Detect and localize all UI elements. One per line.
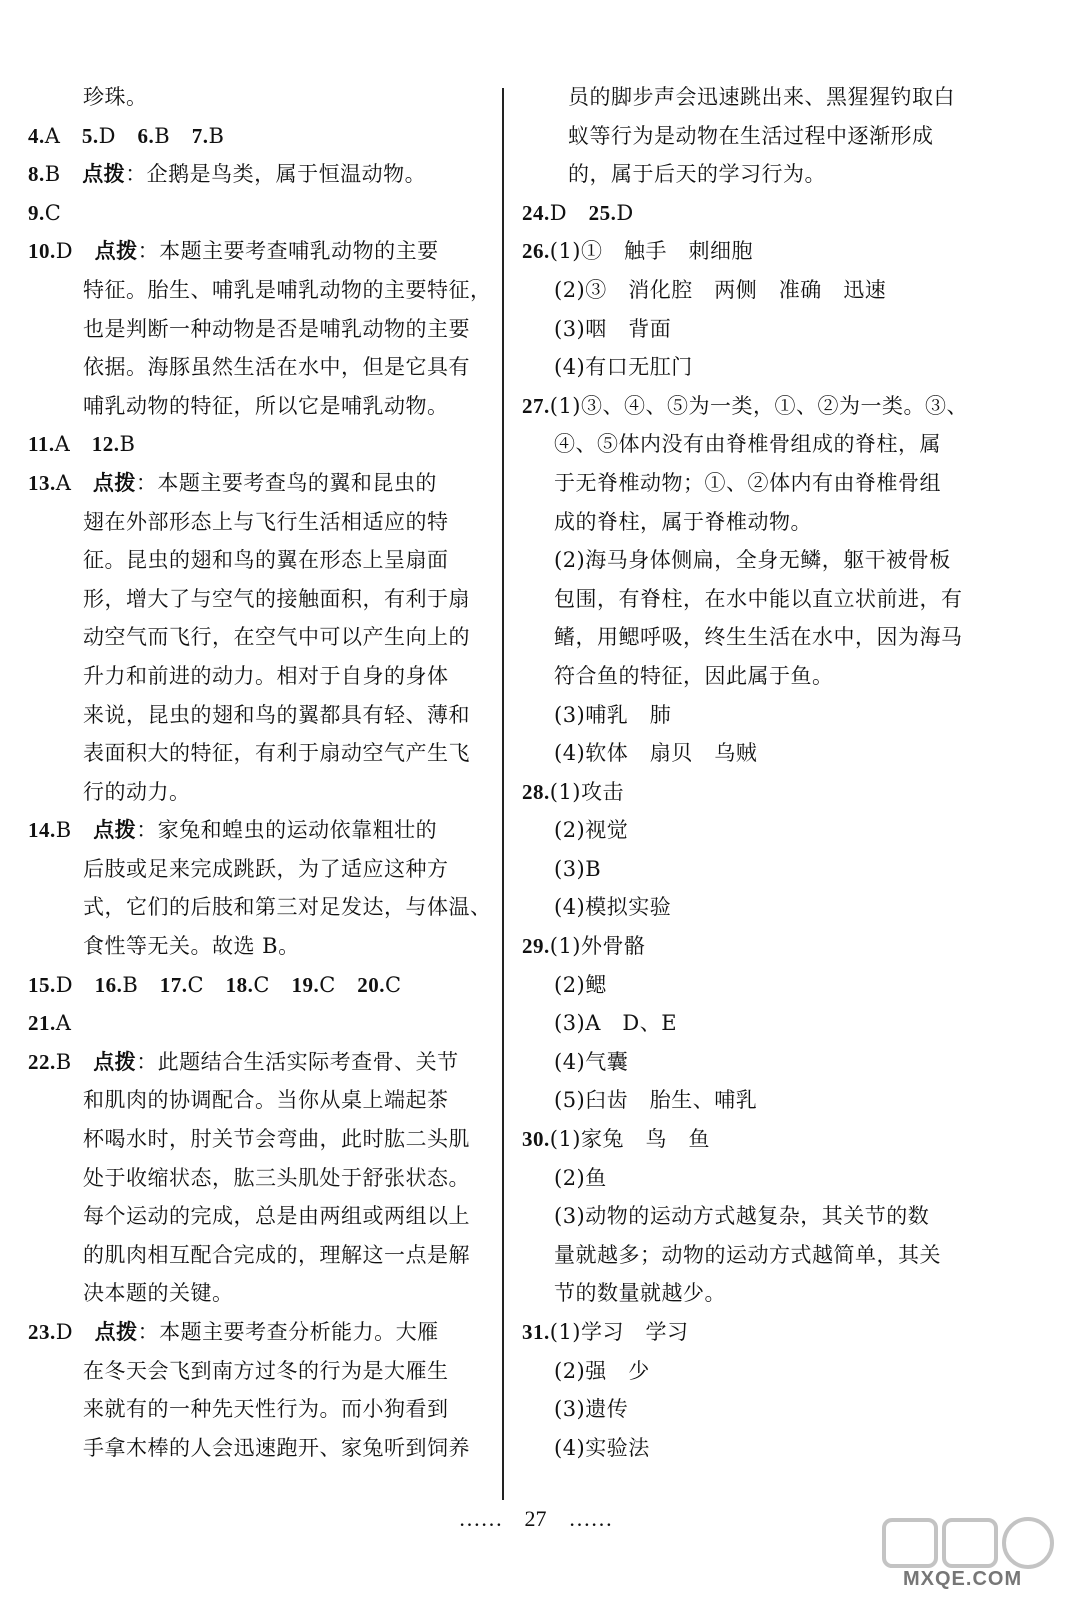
question-number: 25. <box>588 200 617 225</box>
question-number: 10. <box>28 239 56 264</box>
text-line: 的，属于后天的学习行为。 <box>568 162 826 187</box>
text-line: 也是判断一种动物是否是哺乳动物的主要 <box>83 316 470 341</box>
answer-text: A <box>44 123 82 148</box>
question-number: 30. <box>522 1127 550 1152</box>
text-line <box>522 927 1047 966</box>
text-line <box>522 1313 1047 1352</box>
text-line: 量就越多；动物的运动方式越简单，其关 <box>554 1242 941 1267</box>
text-line: (2)鱼 <box>554 1165 607 1190</box>
answer-text: B <box>55 818 94 843</box>
answer-text: B <box>44 162 83 187</box>
text-line <box>28 117 500 156</box>
page-number: …… 27 …… <box>458 1506 613 1531</box>
text-line <box>28 464 500 503</box>
answer-text: B <box>55 1049 94 1074</box>
text-line <box>28 1043 500 1082</box>
hint-label: 点拨 <box>94 1319 138 1344</box>
text-line: 和肌肉的协调配合。当你从桌上端起茶 <box>83 1088 449 1113</box>
answer-text: D <box>55 972 95 997</box>
question-number: 18. <box>225 972 254 997</box>
text-line <box>522 1120 1047 1159</box>
text-line: 征。昆虫的翅和鸟的翼在形态上呈扇面 <box>83 548 449 573</box>
text-line: (4)软体 扇贝 乌贼 <box>554 741 758 766</box>
text-line: 后肢或足来完成跳跃，为了适应这种方 <box>83 856 449 881</box>
answer-text: C <box>44 200 62 225</box>
question-number: 15. <box>28 972 56 997</box>
question-number: 7. <box>191 123 209 148</box>
question-number: 19. <box>291 972 320 997</box>
question-number: 4. <box>28 123 45 148</box>
text-line: (3)动物的运动方式越复杂，其关节的数 <box>554 1204 930 1229</box>
text-line: 升力和前进的动力。相对于自身的身体 <box>83 663 449 688</box>
answer-text: B <box>154 123 192 148</box>
answer-text: D <box>616 200 634 225</box>
text-line: 符合鱼的特征，因此属于鱼。 <box>554 663 834 688</box>
question-number: 5. <box>81 123 99 148</box>
text-line: 动空气而飞行，在空气中可以产生向上的 <box>83 625 470 650</box>
text-line: 翅在外部形态上与飞行生活相适应的特 <box>83 509 449 534</box>
text-line: 节的数量就越少。 <box>554 1281 726 1306</box>
text-line: 在冬天会飞到南方过冬的行为是大雁生 <box>83 1358 449 1383</box>
question-number: 31. <box>522 1320 550 1344</box>
text-line: (4)气囊 <box>554 1049 629 1074</box>
text-line: (3)A D、E <box>554 1011 678 1036</box>
text-line: 员的脚步声会迅速跳出来、黑猩猩钓取白 <box>568 85 955 109</box>
answer-text: (1)③、④、⑤为一类，①、②为一类。③、 <box>549 393 968 418</box>
question-number: 28. <box>522 779 550 804</box>
question-number: 13. <box>28 470 56 495</box>
text-line: (3)遗传 <box>554 1397 629 1422</box>
question-number: 29. <box>522 934 550 959</box>
answer-text: B <box>119 432 136 457</box>
text-line: (2)③ 消化腔 两侧 准确 迅速 <box>554 277 887 302</box>
text-line <box>522 232 1047 271</box>
text-line <box>28 425 500 464</box>
answer-text: (1)攻击 <box>549 779 624 804</box>
text-line: 手拿木棒的人会迅速跑开、家兔听到饲养 <box>83 1435 470 1460</box>
text-line: 哺乳动物的特征，所以它是哺乳动物。 <box>83 393 449 418</box>
answer-text: A <box>55 1011 72 1036</box>
answer-text: ：本题主要考查哺乳动物的主要 <box>137 239 439 264</box>
hint-label: 点拨 <box>93 817 137 843</box>
answer-text: (1)学习 学习 <box>549 1320 689 1344</box>
text-line <box>28 194 500 233</box>
text-line: (3)B <box>554 856 602 881</box>
text-line: 鳍，用鳃呼吸，终生生活在水中，因为海马 <box>554 625 963 650</box>
answer-text: C <box>187 972 226 997</box>
answer-text: (1)① 触手 刺细胞 <box>549 239 753 264</box>
text-line: 决本题的关键。 <box>83 1281 234 1306</box>
text-line: 的肌肉相互配合完成的，理解这一点是解 <box>83 1242 470 1267</box>
text-line <box>28 155 500 194</box>
hint-label: 点拨 <box>94 238 138 264</box>
text-line: 包围，有脊柱，在水中能以直立状前进，有 <box>554 586 963 611</box>
answer-text: (1)家兔 鸟 鱼 <box>549 1127 710 1152</box>
text-line: (3)哺乳 肺 <box>554 702 672 727</box>
answer-text: A <box>54 432 92 457</box>
question-number: 24. <box>522 200 550 225</box>
text-line <box>28 1004 500 1043</box>
text-line: (2)强 少 <box>554 1358 650 1383</box>
text-line: 每个运动的完成，总是由两组或两组以上 <box>83 1204 470 1229</box>
answer-text: ：本题主要考查分析能力。大雁 <box>137 1320 439 1344</box>
text-line: 食性等无关。故选 B。 <box>83 934 300 959</box>
answer-text: ：此题结合生活实际考查骨、关节 <box>136 1049 459 1074</box>
text-line: 行的动力。 <box>83 779 191 804</box>
text-line <box>522 773 1047 812</box>
text-line <box>522 194 1047 233</box>
answer-text: C <box>385 972 402 997</box>
hint-label: 点拨 <box>93 1048 137 1074</box>
question-number: 21. <box>28 1011 56 1036</box>
text-line <box>28 232 500 271</box>
answer-text: D <box>98 123 138 148</box>
answer-text: A <box>55 470 93 495</box>
text-line: (4)有口无肛门 <box>554 355 693 380</box>
question-number: 8. <box>28 162 45 187</box>
text-line: (3)咽 背面 <box>554 316 672 341</box>
answer-text: D <box>55 239 95 264</box>
question-number: 26. <box>522 239 550 264</box>
answer-text: ：家兔和蝗虫的运动依靠粗壮的 <box>136 818 438 843</box>
text-line: 来就有的一种先天性行为。而小狗看到 <box>83 1397 449 1422</box>
answer-text: C <box>319 972 358 997</box>
text-line: (4)实验法 <box>554 1435 650 1460</box>
text-line: ④、⑤体内没有由脊椎骨组成的脊柱，属 <box>554 432 941 457</box>
text-line: (2)海马身体侧扁，全身无鳞，躯干被骨板 <box>554 548 951 573</box>
question-number: 23. <box>28 1320 56 1344</box>
text-line: 形，增大了与空气的接触面积，有利于扇 <box>83 586 470 611</box>
question-number: 12. <box>91 432 120 457</box>
text-line: 处于收缩状态，肱三头肌处于舒张状态。 <box>83 1165 470 1190</box>
text-line: (2)鳃 <box>554 972 607 997</box>
answer-text: C <box>253 972 292 997</box>
text-line: 成的脊柱，属于脊椎动物。 <box>554 509 812 534</box>
hint-label: 点拨 <box>82 161 126 187</box>
text-line <box>28 1313 500 1352</box>
answer-text: ：企鹅是鸟类，属于恒温动物。 <box>125 162 427 187</box>
text-line: 式，它们的后肢和第三对足发达，与体温、 <box>83 895 492 920</box>
answer-text: D <box>55 1320 95 1344</box>
question-number: 14. <box>28 818 56 843</box>
column-divider <box>502 88 504 1500</box>
text-line <box>522 387 1047 426</box>
question-number: 27. <box>522 393 550 418</box>
text-line: 珍珠。 <box>83 85 148 109</box>
text-line <box>28 966 500 1005</box>
question-number: 6. <box>137 123 155 148</box>
text-line: 蚁等行为是动物在生活过程中逐渐形成 <box>568 123 934 148</box>
answer-text: B <box>208 123 225 148</box>
hint-label: 点拨 <box>92 469 136 495</box>
question-number: 11. <box>28 432 55 457</box>
text-line: 表面积大的特征，有利于扇动空气产生飞 <box>83 741 470 766</box>
watermark-site: MXQE.COM <box>903 1568 1023 1590</box>
right-column <box>522 78 1047 1467</box>
answer-text: ：本题主要考查鸟的翼和昆虫的 <box>135 470 437 495</box>
text-line: 于无脊椎动物；①、②体内有由脊椎骨组 <box>554 470 941 495</box>
question-number: 17. <box>159 972 188 997</box>
question-number: 9. <box>28 200 45 225</box>
question-number: 16. <box>94 972 123 997</box>
answer-text: B <box>122 972 160 997</box>
question-number: 22. <box>28 1049 56 1074</box>
text-line: (5)臼齿 胎生、哺乳 <box>554 1088 758 1113</box>
answer-text: D <box>549 200 589 225</box>
question-number: 20. <box>357 972 386 997</box>
text-line: (4)模拟实验 <box>554 895 672 920</box>
text-line: 杯喝水时，肘关节会弯曲，此时肱二头肌 <box>83 1127 470 1152</box>
text-line: 依据。海豚虽然生活在水中，但是它具有 <box>83 355 470 380</box>
text-line: (2)视觉 <box>554 818 629 843</box>
left-column <box>28 78 500 1467</box>
answer-text: (1)外骨骼 <box>549 934 646 959</box>
text-line: 特征。胎生、哺乳是哺乳动物的主要特征， <box>83 277 492 302</box>
text-line <box>28 811 500 850</box>
text-line: 来说，昆虫的翅和鸟的翼都具有轻、薄和 <box>83 702 470 727</box>
